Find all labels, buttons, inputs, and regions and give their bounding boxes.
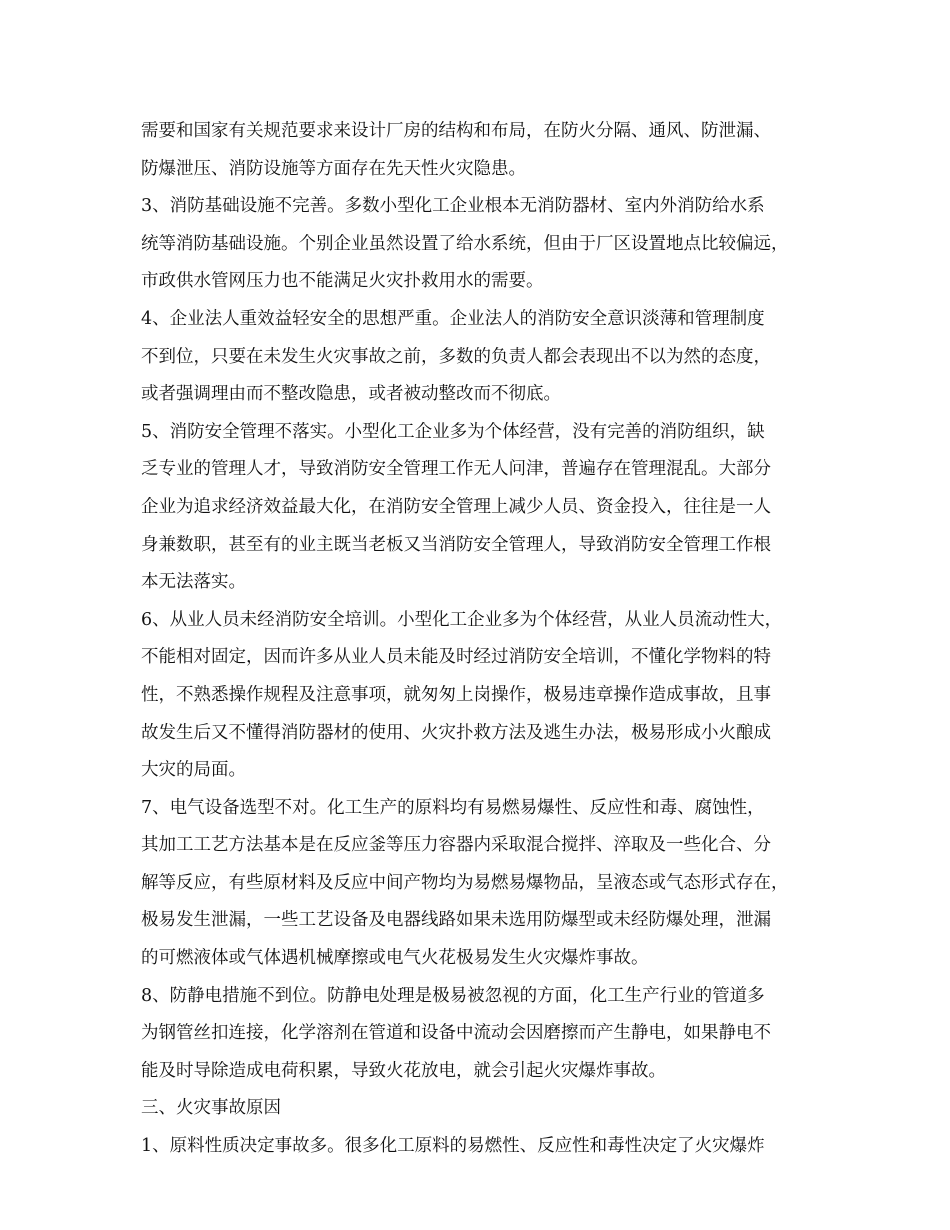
text-line: 市政供水管网压力也不能满足火灾扑救用水的需要。 xyxy=(141,271,544,292)
text-line: 为钢管丝扣连接，化学溶剂在管道和设备中流动会因磨擦而产生静电，如果静电不 xyxy=(141,1023,771,1044)
text-line: 极易发生泄漏，一些工艺设备及电器线路如果未选用防爆型或未经防爆处理，泄漏 xyxy=(141,910,771,931)
text-line: 统等消防基础设施。个别企业虽然设置了给水系统，但由于厂区设置地点比较偏远， xyxy=(141,233,789,254)
text-line: 大灾的局面。 xyxy=(141,760,246,781)
text-line: 性，不熟悉操作规程及注意事项，就匆匆上岗操作，极易违章操作造成事故，且事 xyxy=(141,684,771,705)
text-line: 需要和国家有关规范要求来设计厂房的结构和布局，在防火分隔、通风、防泄漏、 xyxy=(141,121,771,141)
text-line: 身兼数职，甚至有的业主既当老板又当消防安全管理人，导致消防安全管理工作根 xyxy=(141,534,771,555)
text-line: 解等反应，有些原材料及反应中间产物均为易燃易爆物品，呈液态或气态形式存在， xyxy=(141,872,789,893)
text-line: 1、原料性质决定事故多。很多化工原料的易燃性、反应性和毒性决定了火灾爆炸 xyxy=(141,1136,765,1157)
text-line: 4、企业法人重效益轻安全的思想严重。企业法人的消防安全意识淡薄和管理制度 xyxy=(141,308,765,329)
text-line: 的可燃液体或气体遇机械摩擦或电气火花极易发生火灾爆炸事故。 xyxy=(141,948,649,969)
text-line: 不能相对固定，因而许多从业人员未能及时经过消防安全培训，不懂化学物料的特 xyxy=(141,647,771,668)
text-line: 故发生后又不懂得消防器材的使用、火灾扑救方法及逃生办法，极易形成小火酿成 xyxy=(141,722,771,743)
section-heading: 三、火灾事故原因 xyxy=(141,1098,281,1119)
text-line: 其加工工艺方法基本是在反应釜等压力容器内采取混合搅拌、淬取及一些化合、分 xyxy=(141,835,771,856)
text-line: 乏专业的管理人才，导致消防安全管理工作无人问津，普遍存在管理混乱。大部分 xyxy=(141,459,771,480)
text-line: 本无法落实。 xyxy=(141,572,246,593)
text-line: 6、从业人员未经消防安全培训。小型化工企业多为个体经营，从业人员流动性大， xyxy=(141,609,783,630)
text-line: 3、消防基础设施不完善。多数小型化工企业根本无消防器材、室内外消防给水系 xyxy=(141,196,765,217)
document-body xyxy=(141,113,831,1166)
text-line: 防爆泄压、消防设施等方面存在先天性火灾隐患。 xyxy=(141,158,526,179)
text-line: 7、电气设备选型不对。化工生产的原料均有易燃易爆性、反应性和毒、腐蚀性， xyxy=(141,797,765,818)
text-line: 能及时导除造成电荷积累，导致火花放电，就会引起火灾爆炸事故。 xyxy=(141,1060,666,1081)
text-line: 8、防静电措施不到位。防静电处理是极易被忽视的方面，化工生产行业的管道多 xyxy=(141,985,765,1006)
text-line: 5、消防安全管理不落实。小型化工企业多为个体经营，没有完善的消防组织，缺 xyxy=(141,421,765,442)
text-line: 不到位，只要在未发生火灾事故之前，多数的负责人都会表现出不以为然的态度， xyxy=(141,346,771,367)
text-line: 企业为追求经济效益最大化，在消防安全管理上减少人员、资金投入，往往是一人 xyxy=(141,496,771,517)
text-line: 或者强调理由而不整改隐患，或者被动整改而不彻底。 xyxy=(141,384,561,405)
